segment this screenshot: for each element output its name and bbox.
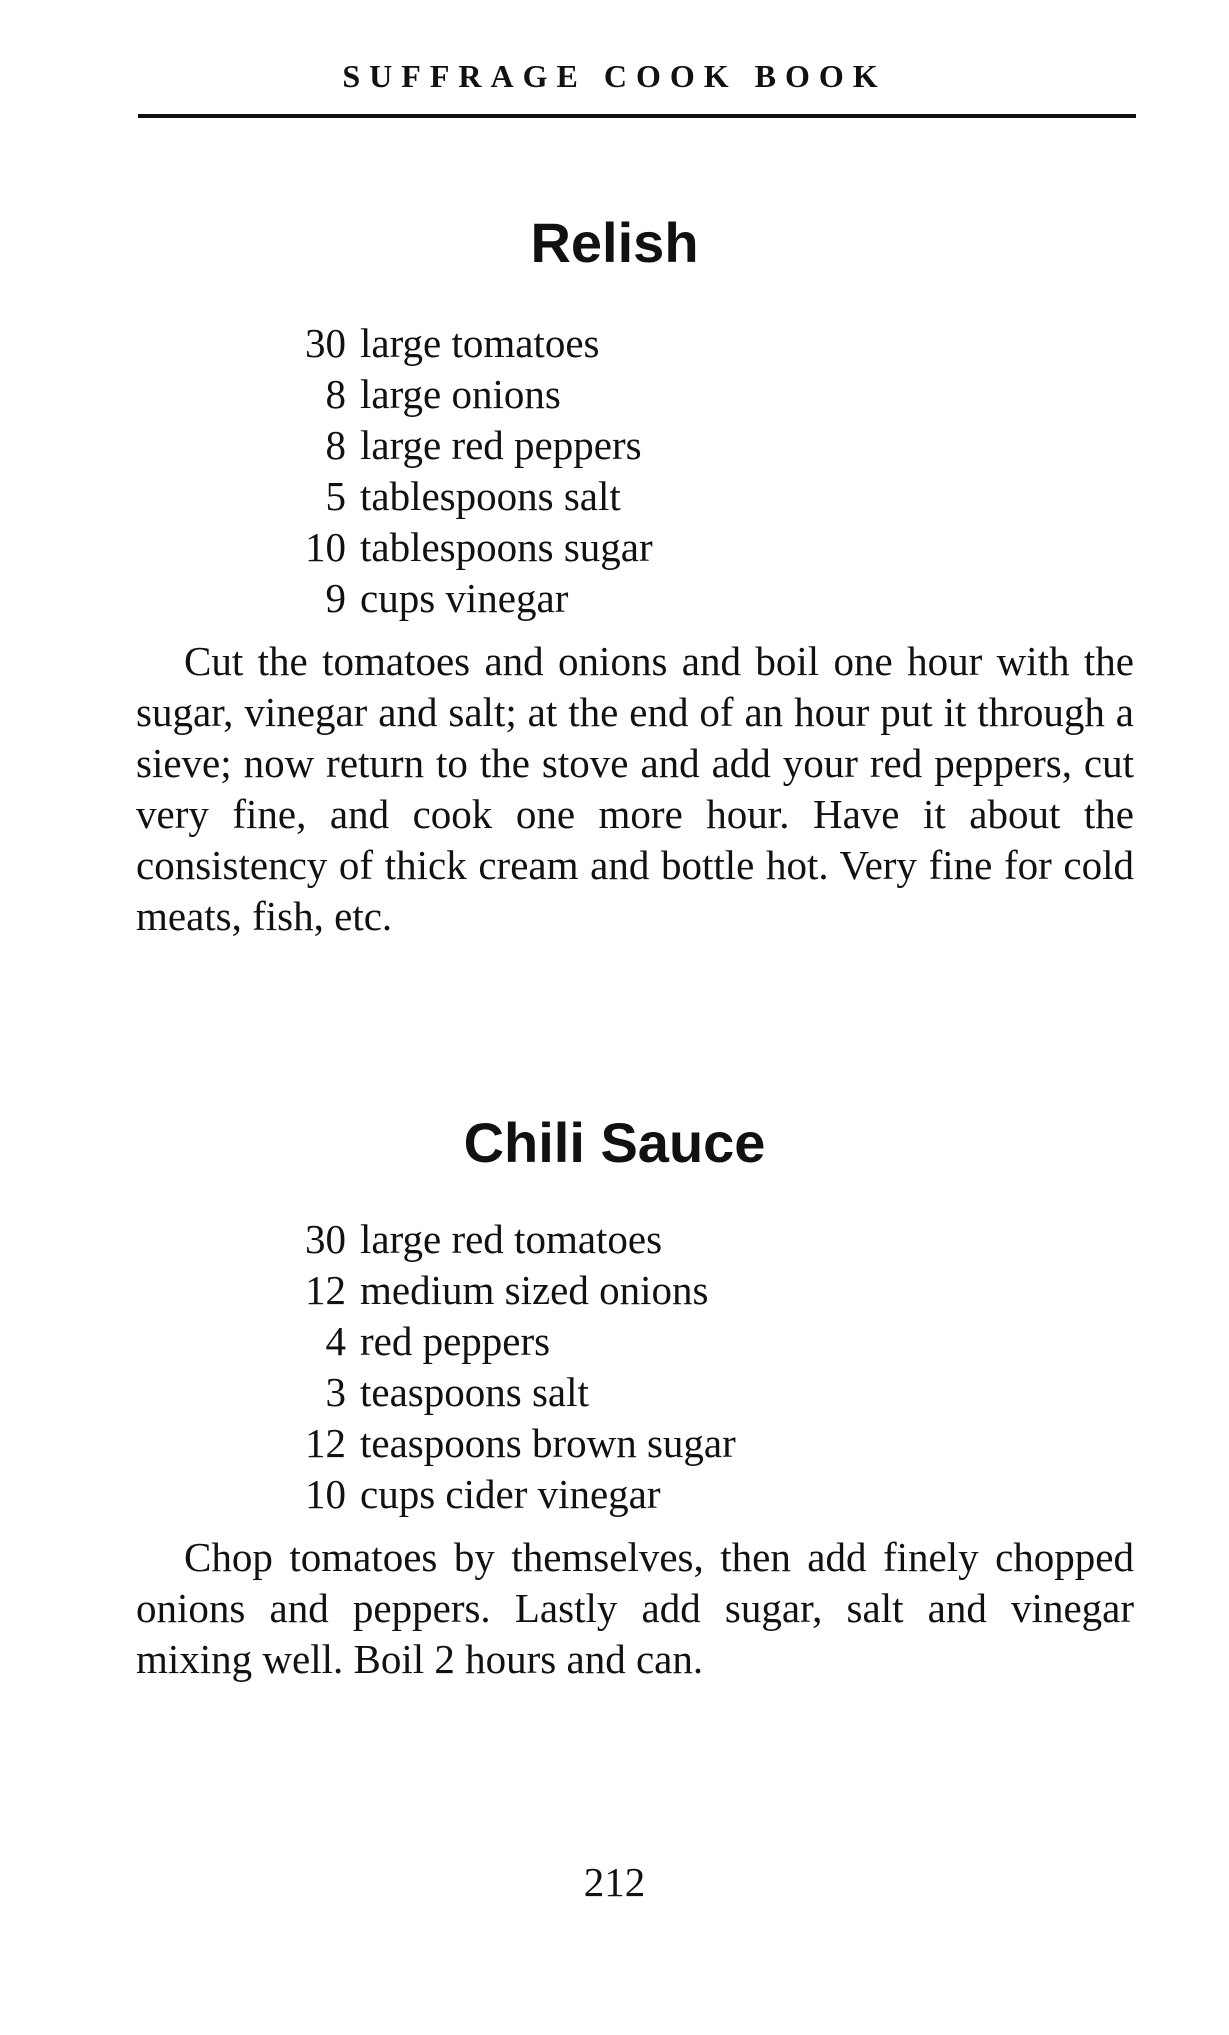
ingredient-item: teaspoons brown sugar	[360, 1420, 736, 1466]
ingredient-item: medium sized onions	[360, 1267, 709, 1313]
ingredient-item: red peppers	[360, 1318, 551, 1364]
ingredient-list-chili-sauce	[290, 1214, 736, 1520]
ingredient-row	[290, 1265, 736, 1316]
ingredient-row	[290, 1367, 736, 1418]
ingredient-qty: 30	[305, 320, 346, 366]
recipe-title-relish: Relish	[530, 211, 699, 274]
ingredient-row	[290, 1418, 736, 1469]
ingredient-item: tablespoons sugar	[360, 524, 653, 570]
ingredient-qty: 10	[305, 1471, 346, 1517]
ingredient-item: large onions	[360, 371, 561, 417]
ingredient-qty: 4	[325, 1318, 346, 1364]
ingredient-qty: 12	[305, 1420, 346, 1466]
ingredient-qty: 3	[325, 1369, 346, 1415]
ingredient-qty: 5	[325, 473, 346, 519]
ingredient-list-relish	[290, 318, 653, 624]
ingredient-row	[290, 420, 653, 471]
ingredient-item: large red tomatoes	[360, 1216, 663, 1262]
ingredient-row	[290, 471, 653, 522]
ingredient-item: large red peppers	[360, 422, 642, 468]
recipe-title-chili-sauce: Chili Sauce	[463, 1111, 766, 1174]
ingredient-qty: 12	[305, 1267, 346, 1313]
page-number: 212	[583, 1859, 646, 1905]
ingredient-item: tablespoons salt	[360, 473, 621, 519]
ingredient-qty: 8	[325, 422, 346, 468]
ingredient-row	[290, 1316, 736, 1367]
running-head: SUFFRAGE COOK BOOK	[342, 58, 887, 94]
ingredient-qty: 9	[325, 575, 346, 621]
ingredient-item: cups cider vinegar	[360, 1471, 661, 1517]
ingredient-row	[290, 522, 653, 573]
ingredient-row	[290, 369, 653, 420]
ingredient-item: large tomatoes	[360, 320, 600, 366]
ingredient-qty: 10	[305, 524, 346, 570]
ingredient-row	[290, 1469, 736, 1520]
ingredient-row	[290, 318, 653, 369]
ingredient-row	[290, 573, 653, 624]
ingredient-row	[290, 1214, 736, 1265]
header-rule	[138, 114, 1136, 118]
ingredient-qty: 30	[305, 1216, 346, 1262]
directions-chili-sauce: Chop tomatoes by themselves, then add finely chopped onions and peppers. Lastly add sugar, salt and vinegar mixing well. Boil 2 hours and can.	[136, 1534, 1134, 1682]
ingredient-item: cups vinegar	[360, 575, 569, 621]
ingredient-qty: 8	[325, 371, 346, 417]
directions-relish: Cut the tomatoes and onions and boil one hour with the sugar, vinegar and salt; at the end of an hour put it through a sieve; now return to the stove and add your red peppers, cut very fine, and cook one more hour. Have it about the consistency of thick cream and bottle hot. Very fine for cold meats, fish, etc.	[136, 638, 1134, 939]
ingredient-item: teaspoons salt	[360, 1369, 589, 1415]
